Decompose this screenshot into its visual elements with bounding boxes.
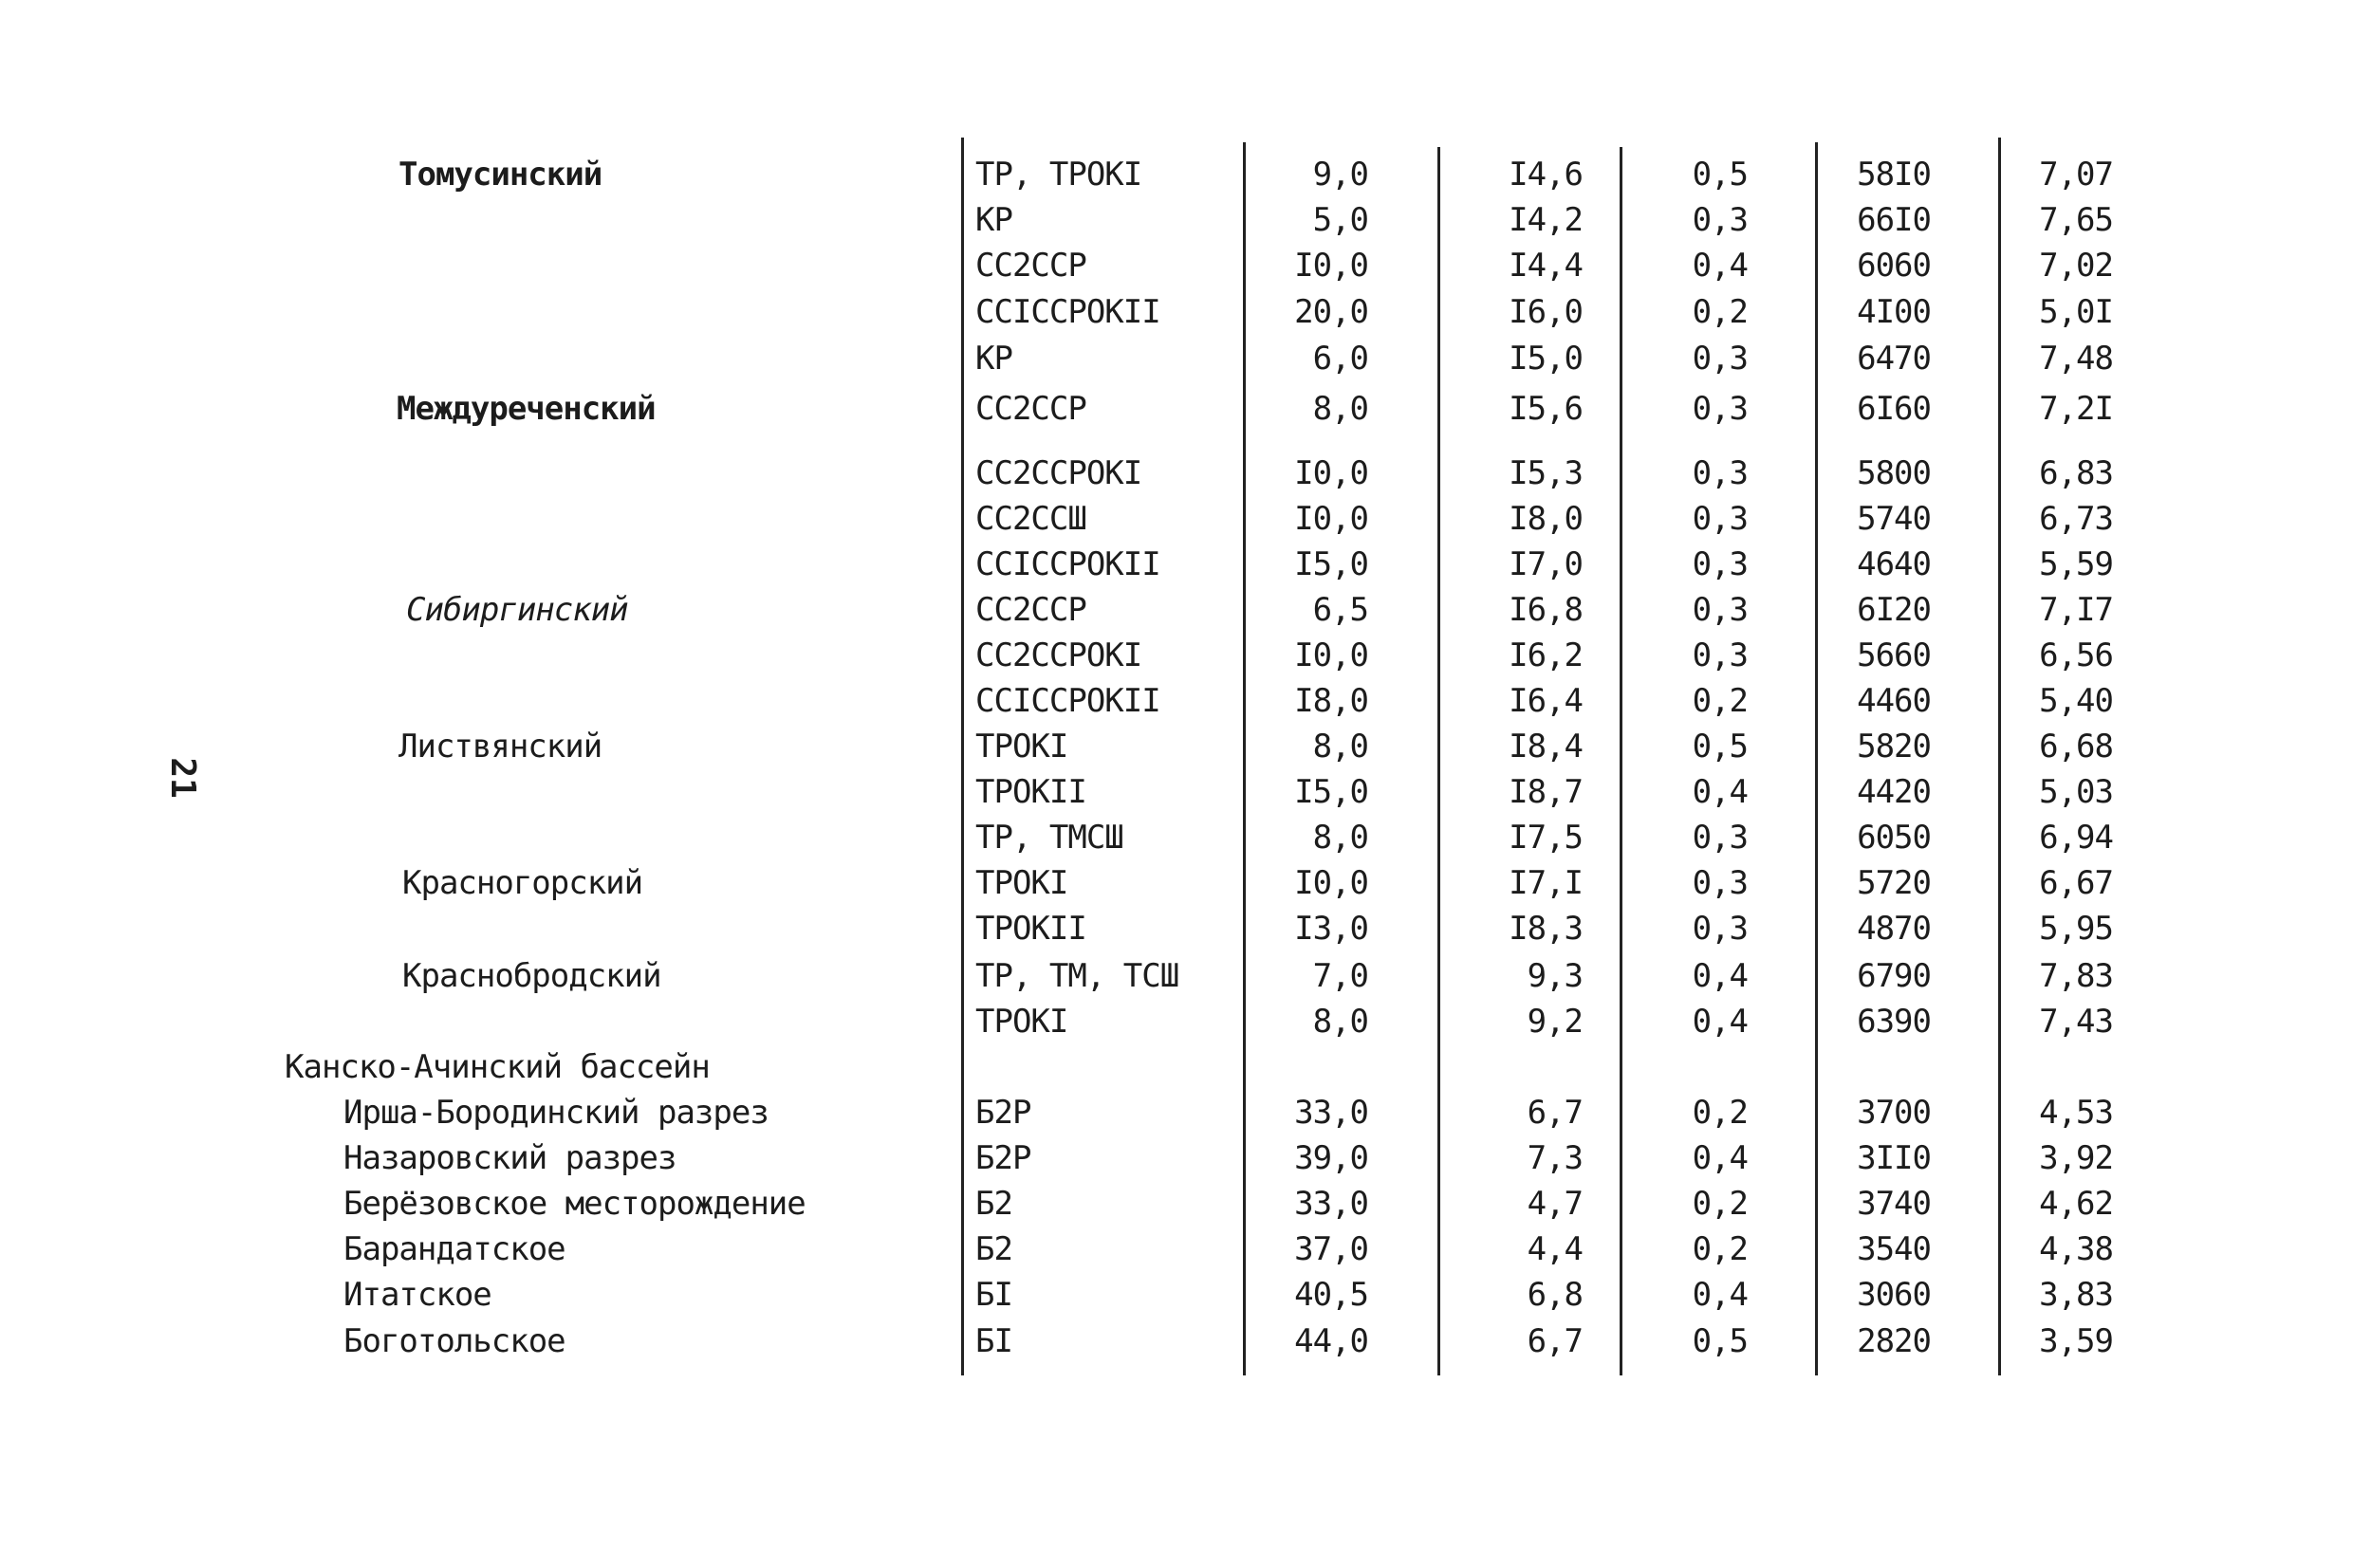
coal-grade: СС2ССР xyxy=(975,390,1086,428)
table-row xyxy=(0,724,2353,769)
value-col5: 7,65 xyxy=(2039,201,2113,239)
value-col3: 0,2 xyxy=(1692,293,1748,331)
coal-grade: ССIССРОКII xyxy=(975,293,1160,331)
value-col2: I6,8 xyxy=(1509,591,1583,629)
value-col3: 0,3 xyxy=(1692,340,1748,378)
coal-grade: ТРОКII xyxy=(975,773,1086,811)
table-row xyxy=(0,953,2353,999)
table-row xyxy=(0,197,2353,243)
value-col2: 7,3 xyxy=(1527,1139,1583,1177)
value-col3: 0,3 xyxy=(1692,390,1748,428)
value-col1: I0,0 xyxy=(1294,454,1368,492)
value-col2: 4,4 xyxy=(1527,1230,1583,1268)
value-col1: I3,0 xyxy=(1294,910,1368,948)
table-row xyxy=(0,678,2353,724)
page-number: 21 xyxy=(163,757,202,799)
value-col1: 40,5 xyxy=(1294,1276,1368,1314)
coal-grade: Б2 xyxy=(975,1230,1012,1268)
value-col4: 3060 xyxy=(1857,1276,1931,1314)
value-col5: 4,62 xyxy=(2039,1185,2113,1223)
value-col1: I5,0 xyxy=(1294,545,1368,583)
value-col4: 3740 xyxy=(1857,1185,1931,1223)
value-col5: 3,92 xyxy=(2039,1139,2113,1177)
value-col1: 9,0 xyxy=(1312,156,1368,194)
value-col1: 6,5 xyxy=(1312,591,1368,629)
value-col3: 0,3 xyxy=(1692,636,1748,674)
coal-grade: ТР, ТРОКI xyxy=(975,156,1142,194)
value-col5: 7,83 xyxy=(2039,957,2113,995)
value-col1: 8,0 xyxy=(1312,1003,1368,1041)
table-row xyxy=(0,1090,2353,1135)
coal-grade: СС2ССР xyxy=(975,591,1086,629)
table-row xyxy=(0,815,2353,860)
table-row xyxy=(0,542,2353,587)
table-row xyxy=(0,1135,2353,1181)
value-col2: 4,7 xyxy=(1527,1185,1583,1223)
value-col5: 5,95 xyxy=(2039,910,2113,948)
value-col1: 8,0 xyxy=(1312,819,1368,857)
value-col3: 0,4 xyxy=(1692,957,1748,995)
value-col3: 0,3 xyxy=(1692,201,1748,239)
deposit-name: Назаровский разрез xyxy=(343,1139,676,1177)
value-col4: 5740 xyxy=(1857,500,1931,538)
value-col4: 66I0 xyxy=(1857,201,1931,239)
table-row xyxy=(0,152,2353,197)
table-row xyxy=(0,860,2353,906)
value-col5: 7,I7 xyxy=(2039,591,2113,629)
value-col1: I0,0 xyxy=(1294,864,1368,902)
value-col3: 0,4 xyxy=(1692,1003,1748,1041)
value-col2: I5,3 xyxy=(1509,454,1583,492)
table-row xyxy=(0,243,2353,288)
value-col1: 6,0 xyxy=(1312,340,1368,378)
value-col2: 6,7 xyxy=(1527,1322,1583,1360)
value-col5: 6,67 xyxy=(2039,864,2113,902)
value-col1: 39,0 xyxy=(1294,1139,1368,1177)
table-row xyxy=(0,336,2353,381)
coal-grade: БI xyxy=(975,1276,1012,1314)
value-col4: 3700 xyxy=(1857,1094,1931,1132)
value-col4: 6I60 xyxy=(1857,390,1931,428)
value-col2: I4,2 xyxy=(1509,201,1583,239)
coal-grade: ТРОКI xyxy=(975,728,1068,766)
value-col5: 5,40 xyxy=(2039,682,2113,720)
value-col5: 4,53 xyxy=(2039,1094,2113,1132)
value-col2: I8,7 xyxy=(1509,773,1583,811)
value-col5: 3,59 xyxy=(2039,1322,2113,1360)
value-col5: 4,38 xyxy=(2039,1230,2113,1268)
value-col2: I7,5 xyxy=(1509,819,1583,857)
value-col3: 0,4 xyxy=(1692,1139,1748,1177)
value-col3: 0,5 xyxy=(1692,728,1748,766)
value-col5: 5,59 xyxy=(2039,545,2113,583)
deposit-name: Междуреченский xyxy=(397,390,656,428)
coal-grade: СС2ССРОКI xyxy=(975,636,1142,674)
value-col2: I6,0 xyxy=(1509,293,1583,331)
value-col3: 0,4 xyxy=(1692,1276,1748,1314)
value-col3: 0,3 xyxy=(1692,910,1748,948)
value-col4: 4I00 xyxy=(1857,293,1931,331)
value-col3: 0,3 xyxy=(1692,819,1748,857)
deposit-name: Томусинский xyxy=(398,156,602,194)
value-col3: 0,3 xyxy=(1692,591,1748,629)
value-col3: 0,4 xyxy=(1692,773,1748,811)
value-col4: 5720 xyxy=(1857,864,1931,902)
value-col4: 3II0 xyxy=(1857,1139,1931,1177)
table-row xyxy=(0,289,2353,335)
table-row xyxy=(0,769,2353,815)
value-col2: 6,7 xyxy=(1527,1094,1583,1132)
coal-grade: ТРОКI xyxy=(975,864,1068,902)
value-col4: 5820 xyxy=(1857,728,1931,766)
value-col3: 0,4 xyxy=(1692,247,1748,285)
value-col2: I8,0 xyxy=(1509,500,1583,538)
value-col1: I0,0 xyxy=(1294,500,1368,538)
table-row xyxy=(0,633,2353,678)
value-col5: 6,68 xyxy=(2039,728,2113,766)
value-col3: 0,2 xyxy=(1692,682,1748,720)
coal-grade: ТРОКI xyxy=(975,1003,1068,1041)
value-col1: 33,0 xyxy=(1294,1185,1368,1223)
deposit-name: Боготольское xyxy=(343,1322,565,1360)
value-col3: 0,2 xyxy=(1692,1185,1748,1223)
value-col3: 0,3 xyxy=(1692,864,1748,902)
coal-grade: Б2 xyxy=(975,1185,1012,1223)
deposit-name: Краснобродский xyxy=(402,957,661,995)
value-col1: 8,0 xyxy=(1312,390,1368,428)
value-col4: 6390 xyxy=(1857,1003,1931,1041)
deposit-name: Барандатское xyxy=(343,1230,565,1268)
deposit-name: Берёзовское месторождение xyxy=(343,1185,806,1223)
value-col1: I8,0 xyxy=(1294,682,1368,720)
table-row xyxy=(0,1181,2353,1227)
coal-grade: КР xyxy=(975,201,1012,239)
value-col1: 5,0 xyxy=(1312,201,1368,239)
value-col4: 4460 xyxy=(1857,682,1931,720)
coal-grade: СС2ССР xyxy=(975,247,1086,285)
coal-grade: БI xyxy=(975,1322,1012,1360)
coal-grade: ССIССРОКII xyxy=(975,545,1160,583)
deposit-name: Канско-Ачинский бассейн xyxy=(285,1048,710,1086)
value-col5: 7,02 xyxy=(2039,247,2113,285)
value-col4: 4420 xyxy=(1857,773,1931,811)
coal-grade: СС2ССШ xyxy=(975,500,1086,538)
value-col2: I6,2 xyxy=(1509,636,1583,674)
value-col2: 9,3 xyxy=(1527,957,1583,995)
value-col1: 8,0 xyxy=(1312,728,1368,766)
table-row xyxy=(0,1227,2353,1272)
value-col5: 5,0I xyxy=(2039,293,2113,331)
value-col4: 5800 xyxy=(1857,454,1931,492)
table-row xyxy=(0,587,2353,633)
value-col4: 6790 xyxy=(1857,957,1931,995)
deposit-name: Ирша-Бородинский разрез xyxy=(343,1094,769,1132)
value-col5: 6,94 xyxy=(2039,819,2113,857)
value-col2: I7,0 xyxy=(1509,545,1583,583)
table-row xyxy=(0,1044,2353,1090)
table-row xyxy=(0,1272,2353,1318)
coal-grade: СС2ССРОКI xyxy=(975,454,1142,492)
value-col5: 6,83 xyxy=(2039,454,2113,492)
value-col2: I8,3 xyxy=(1509,910,1583,948)
value-col1: 7,0 xyxy=(1312,957,1368,995)
value-col4: 6470 xyxy=(1857,340,1931,378)
table-row xyxy=(0,386,2353,432)
value-col1: 33,0 xyxy=(1294,1094,1368,1132)
coal-grade: ССIССРОКII xyxy=(975,682,1160,720)
value-col4: 6050 xyxy=(1857,819,1931,857)
value-col4: 3540 xyxy=(1857,1230,1931,1268)
value-col1: 37,0 xyxy=(1294,1230,1368,1268)
value-col2: I5,0 xyxy=(1509,340,1583,378)
table-row xyxy=(0,999,2353,1044)
coal-grade: Б2Р xyxy=(975,1094,1031,1132)
value-col5: 7,48 xyxy=(2039,340,2113,378)
deposit-name: Сибиргинский xyxy=(406,591,628,629)
value-col4: 58I0 xyxy=(1857,156,1931,194)
value-col5: 7,43 xyxy=(2039,1003,2113,1041)
value-col2: I4,4 xyxy=(1509,247,1583,285)
table-row xyxy=(0,906,2353,951)
value-col5: 6,56 xyxy=(2039,636,2113,674)
value-col1: I0,0 xyxy=(1294,636,1368,674)
value-col4: 5660 xyxy=(1857,636,1931,674)
value-col3: 0,3 xyxy=(1692,545,1748,583)
value-col5: 6,73 xyxy=(2039,500,2113,538)
value-col2: 6,8 xyxy=(1527,1276,1583,1314)
value-col2: 9,2 xyxy=(1527,1003,1583,1041)
value-col4: 2820 xyxy=(1857,1322,1931,1360)
value-col5: 7,2I xyxy=(2039,390,2113,428)
value-col3: 0,3 xyxy=(1692,454,1748,492)
value-col4: 6I20 xyxy=(1857,591,1931,629)
value-col1: 44,0 xyxy=(1294,1322,1368,1360)
coal-grade: Б2Р xyxy=(975,1139,1031,1177)
value-col1: I0,0 xyxy=(1294,247,1368,285)
table-row xyxy=(0,451,2353,496)
value-col1: 20,0 xyxy=(1294,293,1368,331)
coal-grade: ТРОКII xyxy=(975,910,1086,948)
coal-grade: ТР, ТМ, ТСШ xyxy=(975,957,1179,995)
value-col5: 7,07 xyxy=(2039,156,2113,194)
value-col4: 6060 xyxy=(1857,247,1931,285)
value-col3: 0,2 xyxy=(1692,1230,1748,1268)
table-row xyxy=(0,496,2353,542)
value-col5: 3,83 xyxy=(2039,1276,2113,1314)
value-col2: I5,6 xyxy=(1509,390,1583,428)
deposit-name: Листвянский xyxy=(398,728,602,766)
table-row xyxy=(0,1319,2353,1364)
value-col1: I5,0 xyxy=(1294,773,1368,811)
value-col3: 0,3 xyxy=(1692,500,1748,538)
deposit-name: Красногорский xyxy=(402,864,643,902)
coal-grade: ТР, ТМСШ xyxy=(975,819,1123,857)
deposit-name: Итатское xyxy=(343,1276,491,1314)
coal-grade: КР xyxy=(975,340,1012,378)
value-col3: 0,5 xyxy=(1692,156,1748,194)
value-col4: 4640 xyxy=(1857,545,1931,583)
value-col3: 0,2 xyxy=(1692,1094,1748,1132)
value-col2: I4,6 xyxy=(1509,156,1583,194)
value-col2: I6,4 xyxy=(1509,682,1583,720)
value-col2: I8,4 xyxy=(1509,728,1583,766)
value-col4: 4870 xyxy=(1857,910,1931,948)
value-col3: 0,5 xyxy=(1692,1322,1748,1360)
value-col5: 5,03 xyxy=(2039,773,2113,811)
value-col2: I7,I xyxy=(1509,864,1583,902)
